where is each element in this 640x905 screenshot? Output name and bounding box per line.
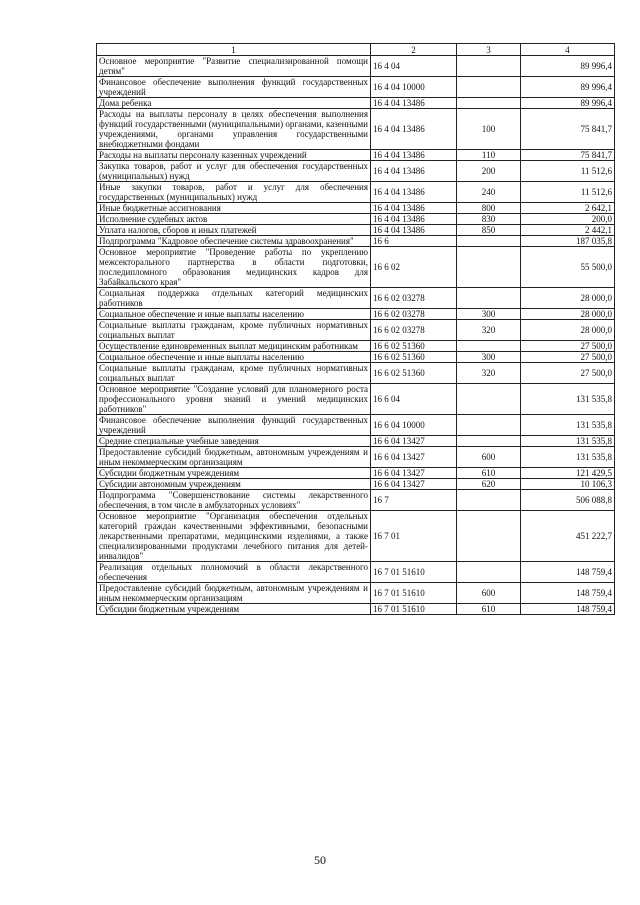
row-amount: 89 996,4	[521, 98, 615, 109]
row-amount: 89 996,4	[521, 77, 615, 98]
row-amount: 148 759,4	[521, 562, 615, 583]
table-row	[97, 98, 615, 109]
row-amount: 131 535,8	[521, 447, 615, 468]
table-row	[97, 479, 615, 490]
table-row	[97, 288, 615, 309]
row-name: Субсидии автономным учреждениям	[97, 479, 371, 490]
row-name: Подпрограмма "Совершенствование системы лекарственного обеспечения, в том числе в амбулаторных условиях"	[97, 490, 371, 511]
row-amount: 27 500,0	[521, 341, 615, 352]
row-name: Предоставление субсидий бюджетным, автономным учреждениям и иным некоммерческим организациям	[97, 583, 371, 604]
column-header-3: 3	[457, 44, 521, 56]
table-row	[97, 468, 615, 479]
row-amount: 10 106,3	[521, 479, 615, 490]
header-row	[97, 44, 615, 56]
row-expense-type: 240	[457, 182, 521, 203]
row-code: 16 6 04 13427	[371, 468, 457, 479]
row-name: Основное мероприятие "Развитие специализированной помощи детям"	[97, 56, 371, 77]
row-expense-type: 320	[457, 320, 521, 341]
row-code: 16 7 01 51610	[371, 562, 457, 583]
row-code: 16 6 02 51360	[371, 352, 457, 363]
column-header-4: 4	[521, 44, 615, 56]
row-expense-type: 600	[457, 447, 521, 468]
row-code: 16 6 02 03278	[371, 309, 457, 320]
row-expense-type: 300	[457, 352, 521, 363]
budget-table	[96, 43, 615, 615]
row-amount: 28 000,0	[521, 288, 615, 309]
row-code: 16 6 02 51360	[371, 341, 457, 352]
row-expense-type: 100	[457, 109, 521, 150]
row-code: 16 7 01 51610	[371, 604, 457, 615]
row-amount: 121 429,5	[521, 468, 615, 479]
table-row	[97, 77, 615, 98]
row-code: 16 7	[371, 490, 457, 511]
row-expense-type: 800	[457, 203, 521, 214]
column-header-1: 1	[97, 44, 371, 56]
row-code: 16 4 04 13486	[371, 98, 457, 109]
row-expense-type: 620	[457, 479, 521, 490]
row-expense-type: 320	[457, 363, 521, 384]
row-expense-type	[457, 436, 521, 447]
row-code: 16 6 02 03278	[371, 320, 457, 341]
row-code: 16 4 04 13486	[371, 150, 457, 161]
row-expense-type	[457, 236, 521, 247]
row-code: 16 4 04 13486	[371, 225, 457, 236]
row-code: 16 6	[371, 236, 457, 247]
table-row	[97, 415, 615, 436]
table-row	[97, 511, 615, 562]
table-row	[97, 109, 615, 150]
row-name: Основное мероприятие "Проведение работы по укреплению межсекторального партнерства в области подготовки, последипломного образования медицинских кадров для Забайкальского края"	[97, 247, 371, 288]
table-row	[97, 341, 615, 352]
row-expense-type	[457, 341, 521, 352]
row-name: Финансовое обеспечение выполнения функций государственных учреждений	[97, 415, 371, 436]
row-name: Уплата налогов, сборов и иных платежей	[97, 225, 371, 236]
row-expense-type: 300	[457, 309, 521, 320]
row-amount: 75 841,7	[521, 150, 615, 161]
row-expense-type	[457, 384, 521, 415]
row-expense-type	[457, 415, 521, 436]
row-name: Социальная поддержка отдельных категорий медицинских работников	[97, 288, 371, 309]
row-name: Иные закупки товаров, работ и услуг для обеспечения государственных (муниципальных) нужд	[97, 182, 371, 203]
table-row	[97, 236, 615, 247]
row-amount: 28 000,0	[521, 309, 615, 320]
row-name: Финансовое обеспечение выполнения функций государственных учреждений	[97, 77, 371, 98]
row-name: Реализация отдельных полномочий в области лекарственного обеспечения	[97, 562, 371, 583]
table-row	[97, 225, 615, 236]
row-expense-type: 610	[457, 604, 521, 615]
row-amount: 131 535,8	[521, 415, 615, 436]
page-number: 50	[314, 853, 326, 867]
row-name: Расходы на выплаты персоналу в целях обеспечения выполнения функций государственными (муниципальными) органами, казенными учреждениями, органами управления государственными внебюджетными фондами	[97, 109, 371, 150]
row-name: Средние специальные учебные заведения	[97, 436, 371, 447]
table-row	[97, 161, 615, 182]
row-amount: 2 442,1	[521, 225, 615, 236]
row-name: Исполнение судебных актов	[97, 214, 371, 225]
table-row	[97, 203, 615, 214]
table-row	[97, 583, 615, 604]
row-amount: 451 222,7	[521, 511, 615, 562]
row-code: 16 4 04 13486	[371, 109, 457, 150]
row-code: 16 6 04 10000	[371, 415, 457, 436]
row-expense-type	[457, 288, 521, 309]
row-expense-type: 110	[457, 150, 521, 161]
row-amount: 27 500,0	[521, 363, 615, 384]
row-amount: 506 088,8	[521, 490, 615, 511]
row-expense-type	[457, 56, 521, 77]
row-name: Подпрограмма "Кадровое обеспечение системы здравоохранения"	[97, 236, 371, 247]
table-row	[97, 562, 615, 583]
row-amount: 27 500,0	[521, 352, 615, 363]
row-code: 16 6 04 13427	[371, 479, 457, 490]
row-amount: 148 759,4	[521, 583, 615, 604]
row-amount: 2 642,1	[521, 203, 615, 214]
row-code: 16 6 02 03278	[371, 288, 457, 309]
row-amount: 11 512,6	[521, 161, 615, 182]
row-code: 16 7 01	[371, 511, 457, 562]
row-code: 16 4 04	[371, 56, 457, 77]
table-row	[97, 436, 615, 447]
row-amount: 89 996,4	[521, 56, 615, 77]
row-name: Осуществление единовременных выплат медицинским работникам	[97, 341, 371, 352]
row-amount: 200,0	[521, 214, 615, 225]
row-code: 16 7 01 51610	[371, 583, 457, 604]
table-row	[97, 490, 615, 511]
row-expense-type	[457, 77, 521, 98]
column-header-2: 2	[371, 44, 457, 56]
row-name: Социальное обеспечение и иные выплаты населению	[97, 309, 371, 320]
row-name: Дома ребенка	[97, 98, 371, 109]
row-code: 16 4 04 13486	[371, 161, 457, 182]
row-amount: 55 500,0	[521, 247, 615, 288]
row-name: Социальные выплаты гражданам, кроме публичных нормативных социальных выплат	[97, 363, 371, 384]
row-name: Иные бюджетные ассигнования	[97, 203, 371, 214]
table-body	[97, 56, 615, 615]
row-amount: 28 000,0	[521, 320, 615, 341]
row-code: 16 6 04 13427	[371, 436, 457, 447]
row-code: 16 4 04 13486	[371, 182, 457, 203]
table-row	[97, 150, 615, 161]
row-code: 16 6 02	[371, 247, 457, 288]
row-amount: 148 759,4	[521, 604, 615, 615]
table-row	[97, 320, 615, 341]
row-name: Социальные выплаты гражданам, кроме публичных нормативных социальных выплат	[97, 320, 371, 341]
row-expense-type	[457, 98, 521, 109]
row-expense-type	[457, 562, 521, 583]
table-row	[97, 247, 615, 288]
table-row	[97, 352, 615, 363]
table-row	[97, 56, 615, 77]
row-amount: 75 841,7	[521, 109, 615, 150]
row-code: 16 4 04 13486	[371, 203, 457, 214]
table-row	[97, 384, 615, 415]
row-amount: 131 535,8	[521, 384, 615, 415]
row-code: 16 4 04 10000	[371, 77, 457, 98]
row-amount: 131 535,8	[521, 436, 615, 447]
row-amount: 187 035,8	[521, 236, 615, 247]
row-code: 16 6 02 51360	[371, 363, 457, 384]
row-name: Предоставление субсидий бюджетным, автономным учреждениям и иным некоммерческим организациям	[97, 447, 371, 468]
row-name: Субсидии бюджетным учреждениям	[97, 468, 371, 479]
row-name: Социальное обеспечение и иные выплаты населению	[97, 352, 371, 363]
table-row	[97, 182, 615, 203]
row-expense-type	[457, 511, 521, 562]
table-row	[97, 309, 615, 320]
row-amount: 11 512,6	[521, 182, 615, 203]
row-expense-type: 200	[457, 161, 521, 182]
table-row	[97, 363, 615, 384]
row-name: Расходы на выплаты персоналу казенных учреждений	[97, 150, 371, 161]
row-code: 16 4 04 13486	[371, 214, 457, 225]
row-name: Закупка товаров, работ и услуг для обеспечения государственных (муниципальных) нужд	[97, 161, 371, 182]
row-expense-type: 830	[457, 214, 521, 225]
row-expense-type: 600	[457, 583, 521, 604]
table-row	[97, 214, 615, 225]
row-name: Субсидии бюджетным учреждениям	[97, 604, 371, 615]
row-expense-type	[457, 490, 521, 511]
row-expense-type	[457, 247, 521, 288]
row-name: Основное мероприятие "Создание условий для планомерного роста профессионального уровня знаний и умений медицинских работников"	[97, 384, 371, 415]
row-code: 16 6 04 13427	[371, 447, 457, 468]
table-row	[97, 604, 615, 615]
table-row	[97, 447, 615, 468]
row-expense-type: 850	[457, 225, 521, 236]
row-code: 16 6 04	[371, 384, 457, 415]
row-expense-type: 610	[457, 468, 521, 479]
row-name: Основное мероприятие "Организация обеспечения отдельных категорий граждан качественными эффективными, безопасными лекарственными препаратами, медицинскими изделиями, а также специализированными продуктами лечебного питания для детей-инвалидов"	[97, 511, 371, 562]
